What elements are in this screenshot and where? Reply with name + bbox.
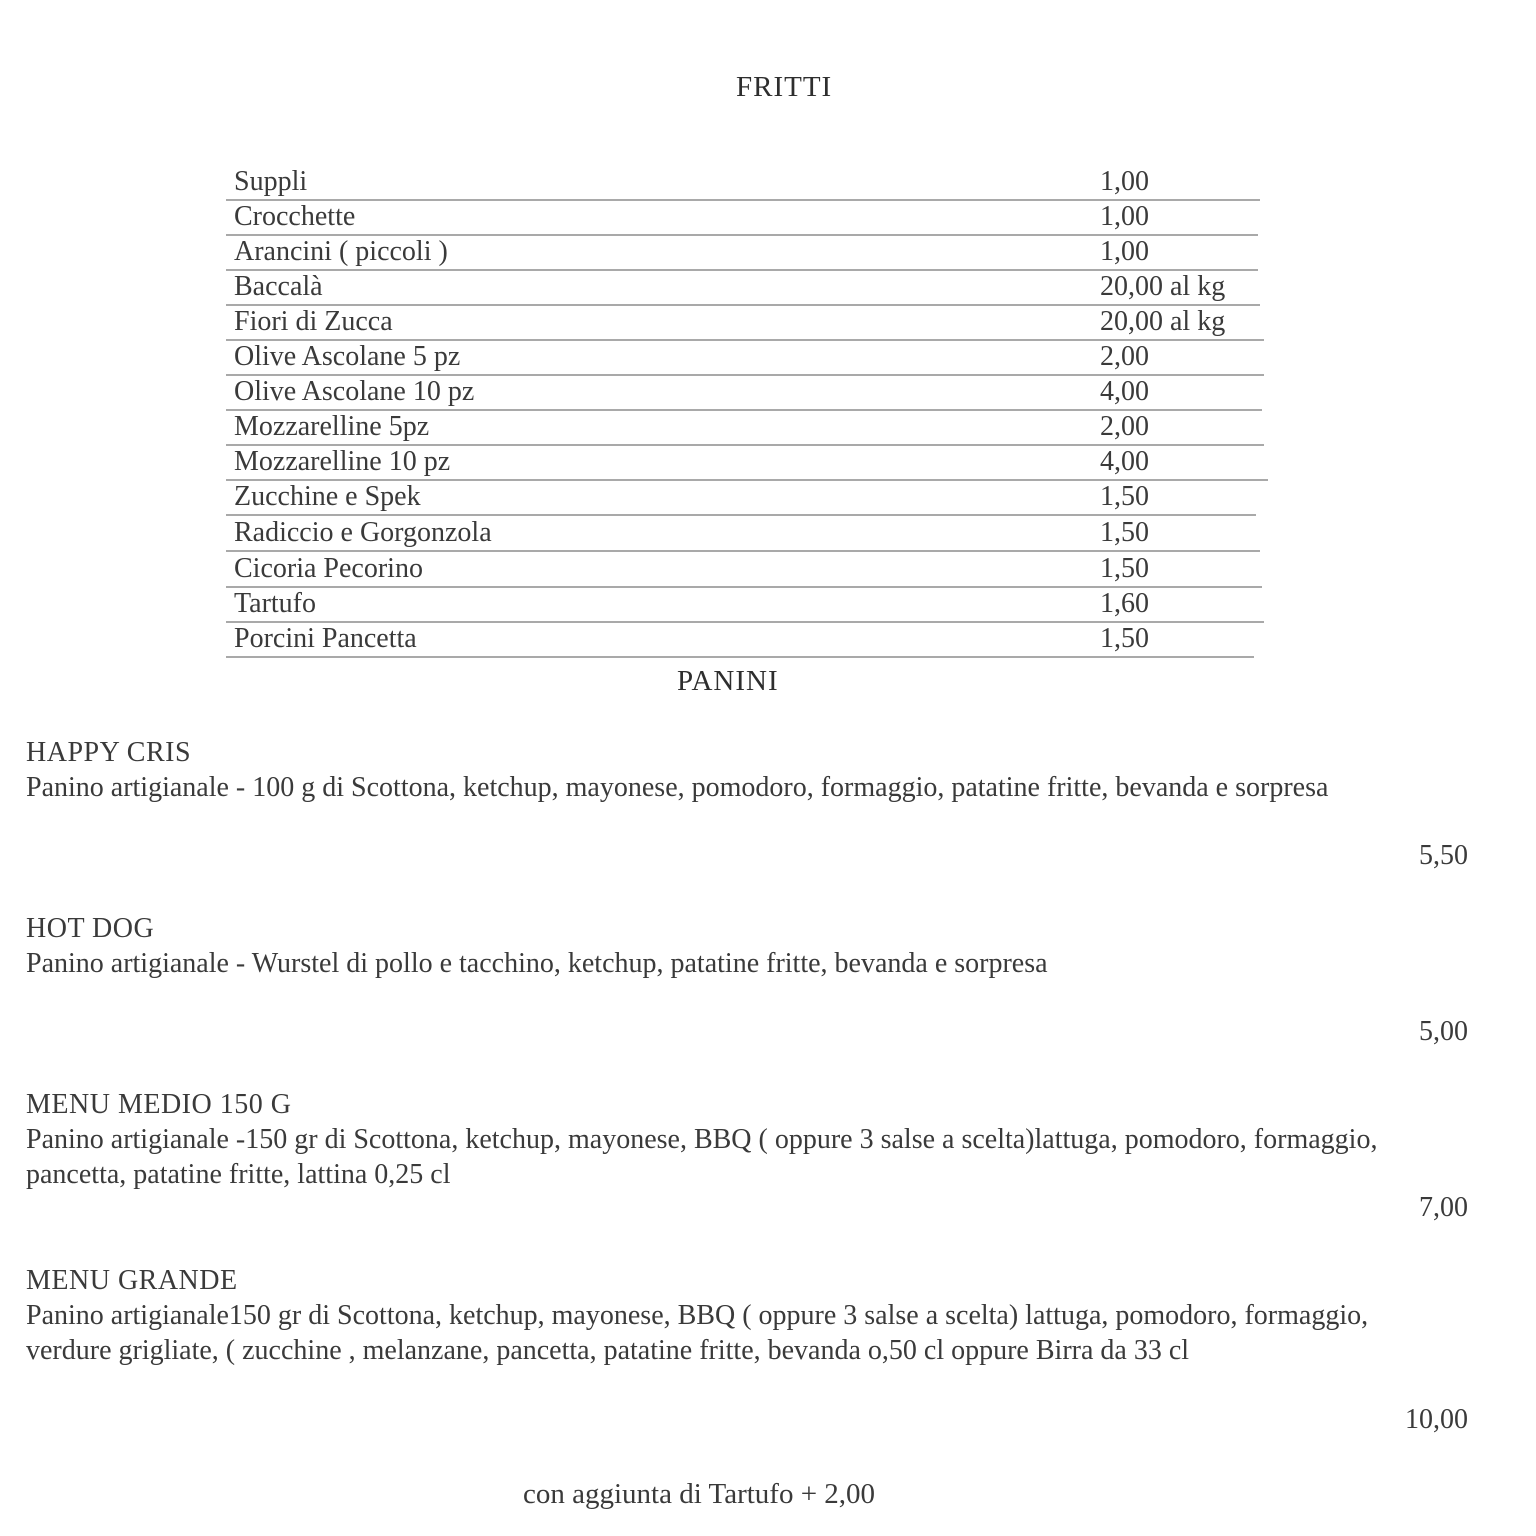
fritti-row bbox=[226, 201, 1258, 236]
fritti-row bbox=[226, 341, 1264, 376]
fritti-item-name: Cicoria Pecorino bbox=[234, 553, 423, 584]
fritti-item-price: 1,50 bbox=[1100, 517, 1149, 548]
fritti-row bbox=[226, 376, 1262, 411]
fritti-item-name: Olive Ascolane 10 pz bbox=[234, 376, 475, 407]
fritti-item-price: 20,00 al kg bbox=[1100, 271, 1226, 302]
panino-description: Panino artigianale150 gr di Scottona, ketchup, mayonese, BBQ ( oppure 3 salse a scelta) lattuga, pomodoro, formaggio, verdure grigliate, ( zucchine , melanzane, pancetta, patatine fritte, bevanda o,50 cl oppure Birra da 33 cl bbox=[26, 1300, 1369, 1366]
panino-name: HOT DOG bbox=[26, 913, 155, 944]
fritti-row bbox=[226, 623, 1254, 658]
fritti-row bbox=[226, 588, 1264, 623]
panino-price: 10,00 bbox=[1405, 1404, 1468, 1435]
section-title-fritti: FRITTI bbox=[736, 71, 833, 103]
fritti-row bbox=[226, 517, 1260, 552]
fritti-item-name: Arancini ( piccoli ) bbox=[234, 236, 448, 267]
fritti-item-name: Crocchette bbox=[234, 201, 356, 232]
panino-item bbox=[26, 912, 1476, 1062]
fritti-item-name: Olive Ascolane 5 pz bbox=[234, 341, 461, 372]
fritti-item-name: Tartufo bbox=[234, 588, 317, 619]
fritti-item-price: 1,00 bbox=[1100, 236, 1149, 267]
fritti-row bbox=[226, 411, 1264, 446]
fritti-item-price: 4,00 bbox=[1100, 376, 1149, 407]
fritti-item-name: Fiori di Zucca bbox=[234, 306, 393, 337]
panino-name: MENU GRANDE bbox=[26, 1265, 238, 1296]
fritti-row bbox=[226, 236, 1258, 271]
fritti-row bbox=[226, 271, 1260, 306]
panino-price: 5,50 bbox=[1419, 840, 1468, 871]
fritti-item-price: 1,50 bbox=[1100, 623, 1149, 654]
panino-item bbox=[26, 1088, 1476, 1238]
fritti-item-name: Mozzarelline 5pz bbox=[234, 411, 430, 442]
fritti-item-price: 1,00 bbox=[1100, 201, 1149, 232]
fritti-item-price: 1,60 bbox=[1100, 588, 1149, 619]
panino-description: Panino artigianale -150 gr di Scottona, ketchup, mayonese, BBQ ( oppure 3 salse a scelta)lattuga, pomodoro, formaggio, pancetta, patatine fritte, lattina 0,25 cl bbox=[26, 1124, 1378, 1190]
panino-item bbox=[26, 1264, 1476, 1444]
fritti-row bbox=[226, 481, 1256, 516]
fritti-row bbox=[226, 166, 1260, 201]
fritti-row bbox=[226, 306, 1264, 341]
fritti-item-price: 1,50 bbox=[1100, 481, 1149, 512]
panino-price: 5,00 bbox=[1419, 1016, 1468, 1047]
panino-item bbox=[26, 736, 1476, 886]
fritti-item-price: 2,00 bbox=[1100, 411, 1149, 442]
fritti-item-price: 1,50 bbox=[1100, 553, 1149, 584]
fritti-item-price: 1,00 bbox=[1100, 166, 1149, 197]
section-title-panini: PANINI bbox=[677, 665, 779, 697]
fritti-item-name: Baccalà bbox=[234, 271, 323, 302]
fritti-item-name: Suppli bbox=[234, 166, 308, 197]
fritti-item-price: 2,00 bbox=[1100, 341, 1149, 372]
panino-description: Panino artigianale - Wurstel di pollo e tacchino, ketchup, patatine fritte, bevanda e sorpresa bbox=[26, 948, 1048, 979]
panino-name: HAPPY CRIS bbox=[26, 737, 192, 768]
fritti-item-price: 4,00 bbox=[1100, 446, 1149, 477]
fritti-item-name: Mozzarelline 10 pz bbox=[234, 446, 451, 477]
fritti-item-name: Porcini Pancetta bbox=[234, 623, 417, 654]
panino-price: 7,00 bbox=[1419, 1192, 1468, 1223]
panino-name: MENU MEDIO 150 G bbox=[26, 1089, 292, 1120]
fritti-row bbox=[226, 446, 1268, 481]
truffle-addon-note: con aggiunta di Tartufo + 2,00 bbox=[523, 1478, 876, 1510]
fritti-item-name: Radiccio e Gorgonzola bbox=[234, 517, 492, 548]
fritti-item-name: Zucchine e Spek bbox=[234, 481, 421, 512]
fritti-row bbox=[226, 553, 1262, 588]
fritti-item-price: 20,00 al kg bbox=[1100, 306, 1226, 337]
panino-description: Panino artigianale - 100 g di Scottona, ketchup, mayonese, pomodoro, formaggio, patatine fritte, bevanda e sorpresa bbox=[26, 772, 1329, 803]
